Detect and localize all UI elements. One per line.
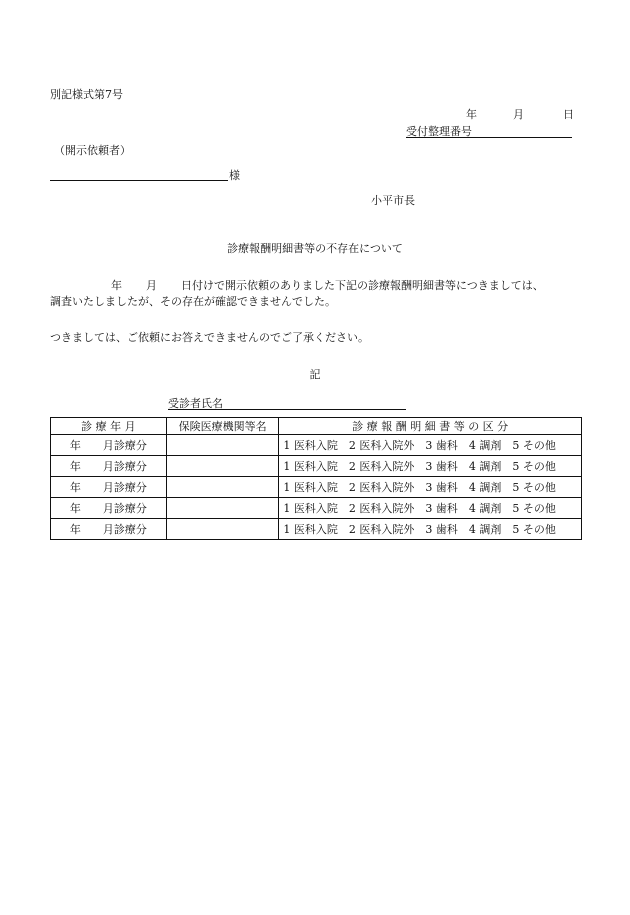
category-cell: 1 医科入院 2 医科入院外 3 歯科 4 調剤 5 その他 [279, 498, 582, 519]
table-row [51, 498, 582, 519]
form-number: 別記様式第7号 [50, 88, 123, 101]
body-line-2: 調査いたしましたが、その存在が確認できませんでした。 [50, 295, 336, 308]
institution-cell [166, 435, 279, 456]
statement-table [50, 417, 582, 540]
table-row [51, 456, 582, 477]
reception-number-label: 受付整理番号 [406, 125, 472, 138]
header-statement-category: 診 療 報 酬 明 細 書 等 の 区 分 [279, 418, 582, 435]
body-line-1 [0, 277, 630, 291]
institution-cell [166, 477, 279, 498]
treatment-month-cell: 年 月診療分 [51, 477, 167, 498]
institution-cell [166, 498, 279, 519]
treatment-month-cell: 年 月診療分 [51, 498, 167, 519]
sender-name: 小平市長 [371, 194, 415, 207]
treatment-month-cell: 年 月診療分 [51, 519, 167, 540]
document-title: 診療報酬明細書等の不存在について [227, 242, 403, 255]
treatment-month-cell: 年 月診療分 [51, 435, 167, 456]
body-month-label: 月 [146, 279, 157, 292]
header-institution-name: 保険医療機関等名 [166, 418, 279, 435]
requester-label: （開示依頼者） [54, 144, 131, 157]
honorific-sama: 様 [229, 169, 240, 182]
patient-name-field [168, 395, 406, 410]
treatment-month-cell: 年 月診療分 [51, 456, 167, 477]
body-paragraph-2: つきましては、ご依頼にお答えできませんのでご了承ください。 [50, 331, 369, 344]
table-header-row [51, 418, 582, 435]
category-cell: 1 医科入院 2 医科入院外 3 歯科 4 調剤 5 その他 [279, 456, 582, 477]
category-cell: 1 医科入院 2 医科入院外 3 歯科 4 調剤 5 その他 [279, 519, 582, 540]
requester-name-line [50, 166, 228, 181]
date-day-label: 日 [563, 108, 574, 121]
date-line [0, 106, 630, 120]
ki-heading: 記 [309, 368, 321, 381]
institution-cell [166, 519, 279, 540]
category-cell: 1 医科入院 2 医科入院外 3 歯科 4 調剤 5 その他 [279, 477, 582, 498]
date-year-label: 年 [466, 108, 477, 121]
institution-cell [166, 456, 279, 477]
reception-number-field [406, 123, 572, 138]
patient-name-label: 受診者氏名 [168, 397, 223, 410]
body-year-label: 年 [111, 279, 122, 292]
table-row [51, 435, 582, 456]
body-line-1-text: 日付けで開示依頼のありました下記の診療報酬明細書等につきましては、 [181, 279, 544, 292]
header-treatment-month: 診 療 年 月 [51, 418, 167, 435]
table-row [51, 519, 582, 540]
date-month-label: 月 [513, 108, 524, 121]
category-cell: 1 医科入院 2 医科入院外 3 歯科 4 調剤 5 その他 [279, 435, 582, 456]
table-row [51, 477, 582, 498]
